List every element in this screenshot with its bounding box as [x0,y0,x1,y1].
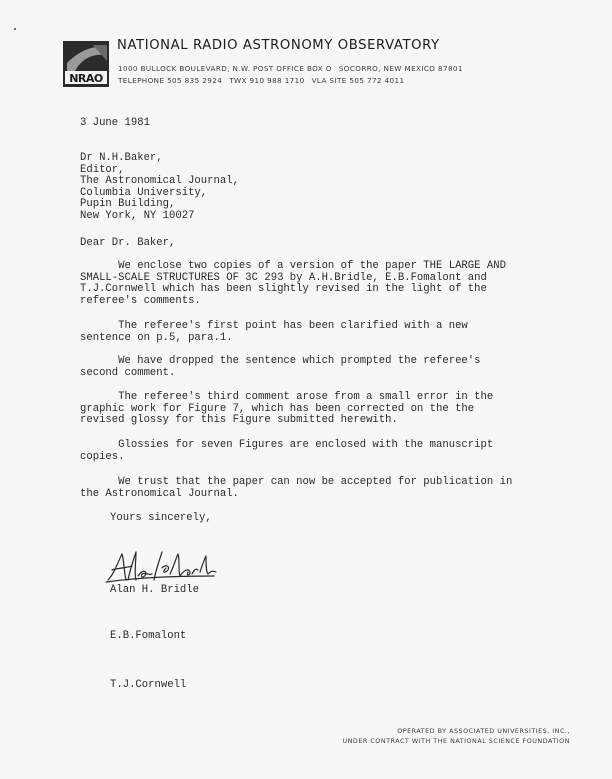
paragraph-line: We enclose two copies of a version of the paper THE LARGE AND [80,260,506,272]
footer-contract: UNDER CONTRACT WITH THE NATIONAL SCIENCE FOUNDATION [342,737,570,745]
salutation: Dear Dr. Baker, [80,237,176,249]
letterhead-phones [118,76,404,85]
nrao-logo [63,41,109,87]
logo-text: NRAO [69,72,103,85]
handwritten-signature [104,546,219,588]
paragraph-line: SMALL-SCALE STRUCTURES OF 3C 293 by A.H.Bridle, E.B.Fomalont and [80,271,487,284]
letter-date: 3 June 1981 [80,117,150,129]
paragraph-line: sentence on p.5, para.1. [80,331,233,344]
addressee-line: Dr N.H.Baker, [80,152,163,164]
paragraph-line: graphic work for Figure 7, which has been corrected on the the [80,402,475,415]
paragraph-line: We trust that the paper can now be accepted for publication in [80,476,513,488]
paragraph-enclosure [80,261,506,307]
vla-site: VLA SITE 505 772 4011 [311,76,405,85]
paragraph-line: the Astronomical Journal. [80,487,239,500]
paragraph-acceptance [80,477,512,500]
paragraph-line: copies. [80,450,125,463]
addressee-line: Editor, [80,163,125,176]
scan-speck [14,28,16,30]
addressee-line: The Astronomical Journal, [80,175,239,187]
paragraph-line: The referee's third comment arose from a small error in the [80,391,494,403]
paragraph-glossies [80,440,493,463]
addressee-block [80,153,239,222]
addressee-line: Pupin Building, [80,198,176,210]
closing: Yours sincerely, [110,512,212,524]
paragraph-line: second comment. [80,366,176,379]
paragraph-line: The referee's first point has been clarified with a new [80,320,468,332]
paragraph-line: T.J.Cornwell which has been slightly revised in the light of the [80,283,487,295]
paragraph-first-point [80,321,468,344]
paragraph-line: revised glossy for this Figure submitted herewith. [80,414,398,426]
cosigner-fomalont: E.B.Fomalont [110,630,187,642]
footer-operated-by: OPERATED BY ASSOCIATED UNIVERSITIES, INC., [397,727,570,735]
paragraph-line: We have dropped the sentence which prompted the referee's [80,355,481,367]
telephone: TELEPHONE 505 835 2924 [118,76,223,85]
cosigner-cornwell: T.J.Cornwell [110,679,187,691]
paragraph-second-comment [80,356,481,379]
paragraph-line: Glossies for seven Figures are enclosed with the manuscript [80,439,494,451]
address-line: 1000 BULLOCK BOULEVARD, N.W. POST OFFICE BOX O [118,64,332,73]
addressee-line: Columbia University, [80,186,208,199]
city-line: SOCORRO, NEW MEXICO 87801 [338,64,463,73]
signatory-name: Alan H. Bridle [110,584,200,596]
organization-name: NATIONAL RADIO ASTRONOMY OBSERVATORY [117,38,440,53]
letterhead-address [118,64,463,73]
twx: TWX 910 988 1710 [229,76,305,85]
paragraph-third-comment [80,392,493,427]
paragraph-line: referee's comments. [80,294,201,307]
addressee-line: New York, NY 10027 [80,209,195,222]
